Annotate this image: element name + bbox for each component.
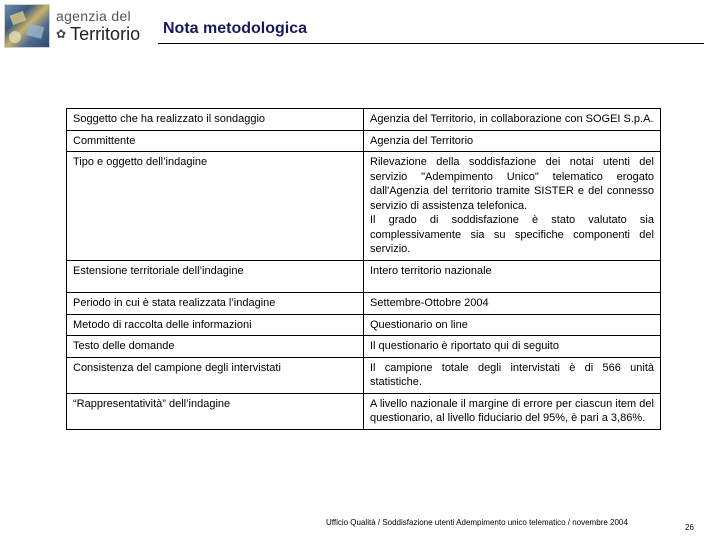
row-value: Agenzia del Territorio: [364, 130, 661, 152]
row-label: Testo delle domande: [67, 336, 364, 358]
logo-emblem-icon: [4, 4, 50, 48]
table-row: [67, 393, 661, 429]
page-number: 26: [685, 523, 694, 532]
table-row: [67, 109, 661, 131]
table-row: [67, 152, 661, 261]
logo-line1: agenzia del: [56, 8, 131, 24]
row-label: Estensione territoriale dell’indagine: [67, 260, 364, 293]
row-value: Agenzia del Territorio, in collaborazione con SOGEI S.p.A.: [364, 109, 661, 131]
logo-line2-wrap: [56, 25, 140, 43]
table-row: [67, 260, 661, 293]
row-label: Metodo di raccolta delle informazioni: [67, 314, 364, 336]
row-value: Il questionario è riportato qui di seguito: [364, 336, 661, 358]
footer-text: Ufficio Qualità / Soddisfazione utenti Adempimento unico telematico / novembre 2004: [326, 518, 628, 527]
table-row: [67, 314, 661, 336]
row-value-multi: [364, 152, 661, 261]
title-divider: [158, 43, 704, 44]
logo-line2: Territorio: [70, 24, 141, 44]
row-label: Periodo in cui è stata realizzata l’indagine: [67, 293, 364, 315]
row-label: Tipo e oggetto dell’indagine: [67, 152, 364, 261]
row-value: Questionario on line: [364, 314, 661, 336]
row-value: Settembre-Ottobre 2004: [364, 293, 661, 315]
row-value: Il campione totale degli intervistati è di 566 unità statistiche.: [364, 357, 661, 393]
row-label: “Rappresentatività” dell’indagine: [67, 393, 364, 429]
row-label: Consistenza del campione degli intervistati: [67, 357, 364, 393]
row-label: Soggetto che ha realizzato il sondaggio: [67, 109, 364, 131]
row-value: Intero territorio nazionale: [364, 260, 661, 293]
row-value-part1: Rilevazione della soddisfazione dei notai utenti del servizio "Adempimento Unico" telematico erogato dall'Agenzia del territorio tramite SISTER e del connesso servizio di assistenza telefonica.: [370, 156, 654, 212]
table-row: [67, 357, 661, 393]
table-row: [67, 336, 661, 358]
row-value-part2: Il grado di soddisfazione è stato valutato sia complessivamente sia su specifiche componenti del servizio.: [370, 214, 654, 255]
row-label: Committente: [67, 130, 364, 152]
logo-wordmark: [56, 9, 140, 43]
page-title: Nota metodologica: [163, 20, 308, 37]
table-row: [67, 293, 661, 315]
agency-logo: [4, 4, 154, 48]
logo-star-icon: ✿: [56, 27, 67, 41]
methodology-table: [66, 108, 661, 430]
row-value: A livello nazionale il margine di errore per ciascun item del questionario, al livello fiduciario del 95%, è pari a 3,86%.: [364, 393, 661, 429]
table-row: [67, 130, 661, 152]
